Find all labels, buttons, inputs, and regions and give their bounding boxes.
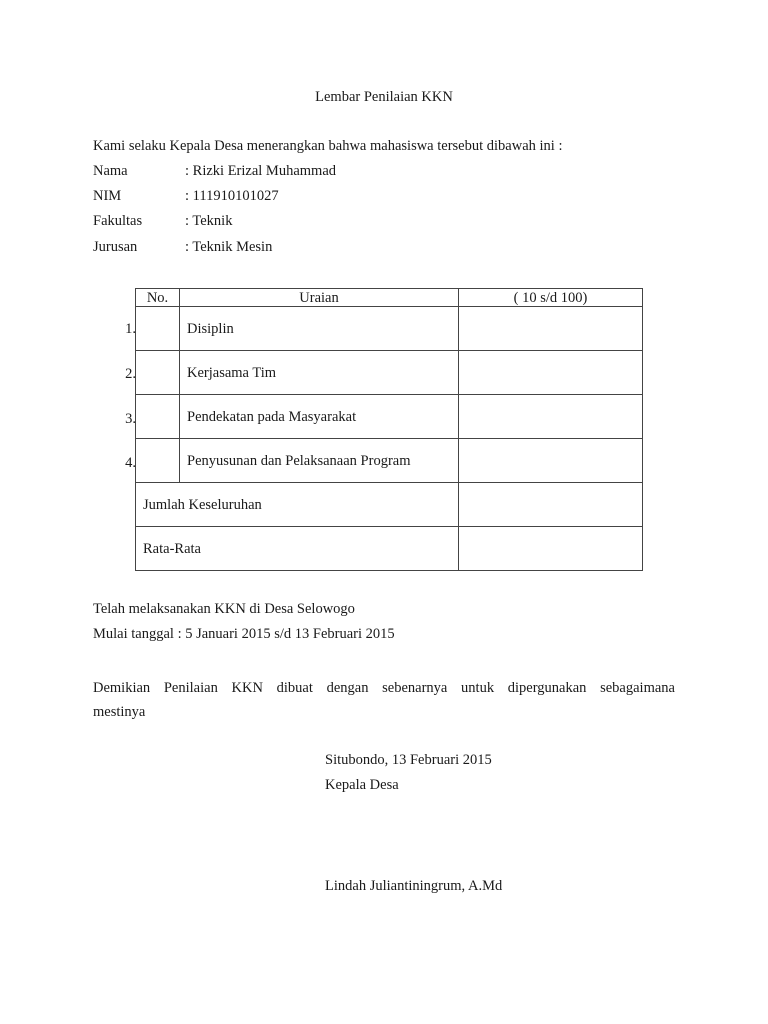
summary-row-total (136, 483, 643, 527)
table-row (136, 351, 643, 395)
signature-place-date: Situbondo, 13 Februari 2015 (325, 752, 492, 768)
summary-value-total (459, 483, 643, 527)
row-number-2: 2. (125, 366, 136, 382)
row-number-3: 3. (125, 411, 136, 427)
statement-period: Mulai tanggal : 5 Januari 2015 s/d 13 Februari 2015 (93, 626, 395, 642)
document-title: Lembar Penilaian KKN (315, 89, 453, 105)
field-label-nim: NIM (93, 188, 122, 204)
closing-text-line2: mestinya (93, 704, 146, 720)
field-value-jurusan: : Teknik Mesin (185, 239, 273, 255)
field-label-fakultas: Fakultas (93, 213, 143, 229)
table-row (136, 439, 643, 483)
row-no-cell (136, 307, 180, 351)
header-no: No. (136, 289, 180, 307)
field-label-jurusan: Jurusan (93, 239, 138, 255)
row-nilai-cell (459, 439, 643, 483)
field-value-nim: : 111910101027 (185, 188, 279, 204)
summary-value-average (459, 527, 643, 571)
signature-position: Kepala Desa (325, 777, 399, 793)
table-row (136, 307, 643, 351)
field-value-fakultas: : Teknik (185, 213, 233, 229)
row-no-cell (136, 439, 180, 483)
row-uraian-cell: Disiplin (180, 307, 459, 351)
summary-label-average: Rata-Rata (136, 527, 459, 571)
row-nilai-cell (459, 395, 643, 439)
row-number-4: 4. (125, 455, 136, 471)
summary-row-average (136, 527, 643, 571)
table-row (136, 395, 643, 439)
intro-text: Kami selaku Kepala Desa menerangkan bahwa mahasiswa tersebut dibawah ini : (93, 138, 563, 154)
summary-label-total: Jumlah Keseluruhan (136, 483, 459, 527)
row-nilai-cell (459, 307, 643, 351)
statement-location: Telah melaksanakan KKN di Desa Selowogo (93, 601, 355, 617)
row-no-cell (136, 395, 180, 439)
row-uraian-cell: Kerjasama Tim (180, 351, 459, 395)
signature-name: Lindah Juliantiningrum, A.Md (325, 878, 503, 894)
closing-text-line1: Demikian Penilaian KKN dibuat dengan sebenarnya untuk dipergunakan sebagaimana (93, 680, 675, 696)
header-nilai: ( 10 s/d 100) (459, 289, 643, 307)
row-uraian-cell: Pendekatan pada Masyarakat (180, 395, 459, 439)
assessment-table (135, 288, 643, 571)
row-no-cell (136, 351, 180, 395)
row-number-1: 1. (125, 321, 136, 337)
field-value-nama: : Rizki Erizal Muhammad (185, 163, 337, 179)
row-uraian-cell: Penyusunan dan Pelaksanaan Program (180, 439, 459, 483)
header-uraian: Uraian (180, 289, 459, 307)
table-header-row (136, 289, 643, 307)
row-nilai-cell (459, 351, 643, 395)
field-label-nama: Nama (93, 163, 128, 179)
